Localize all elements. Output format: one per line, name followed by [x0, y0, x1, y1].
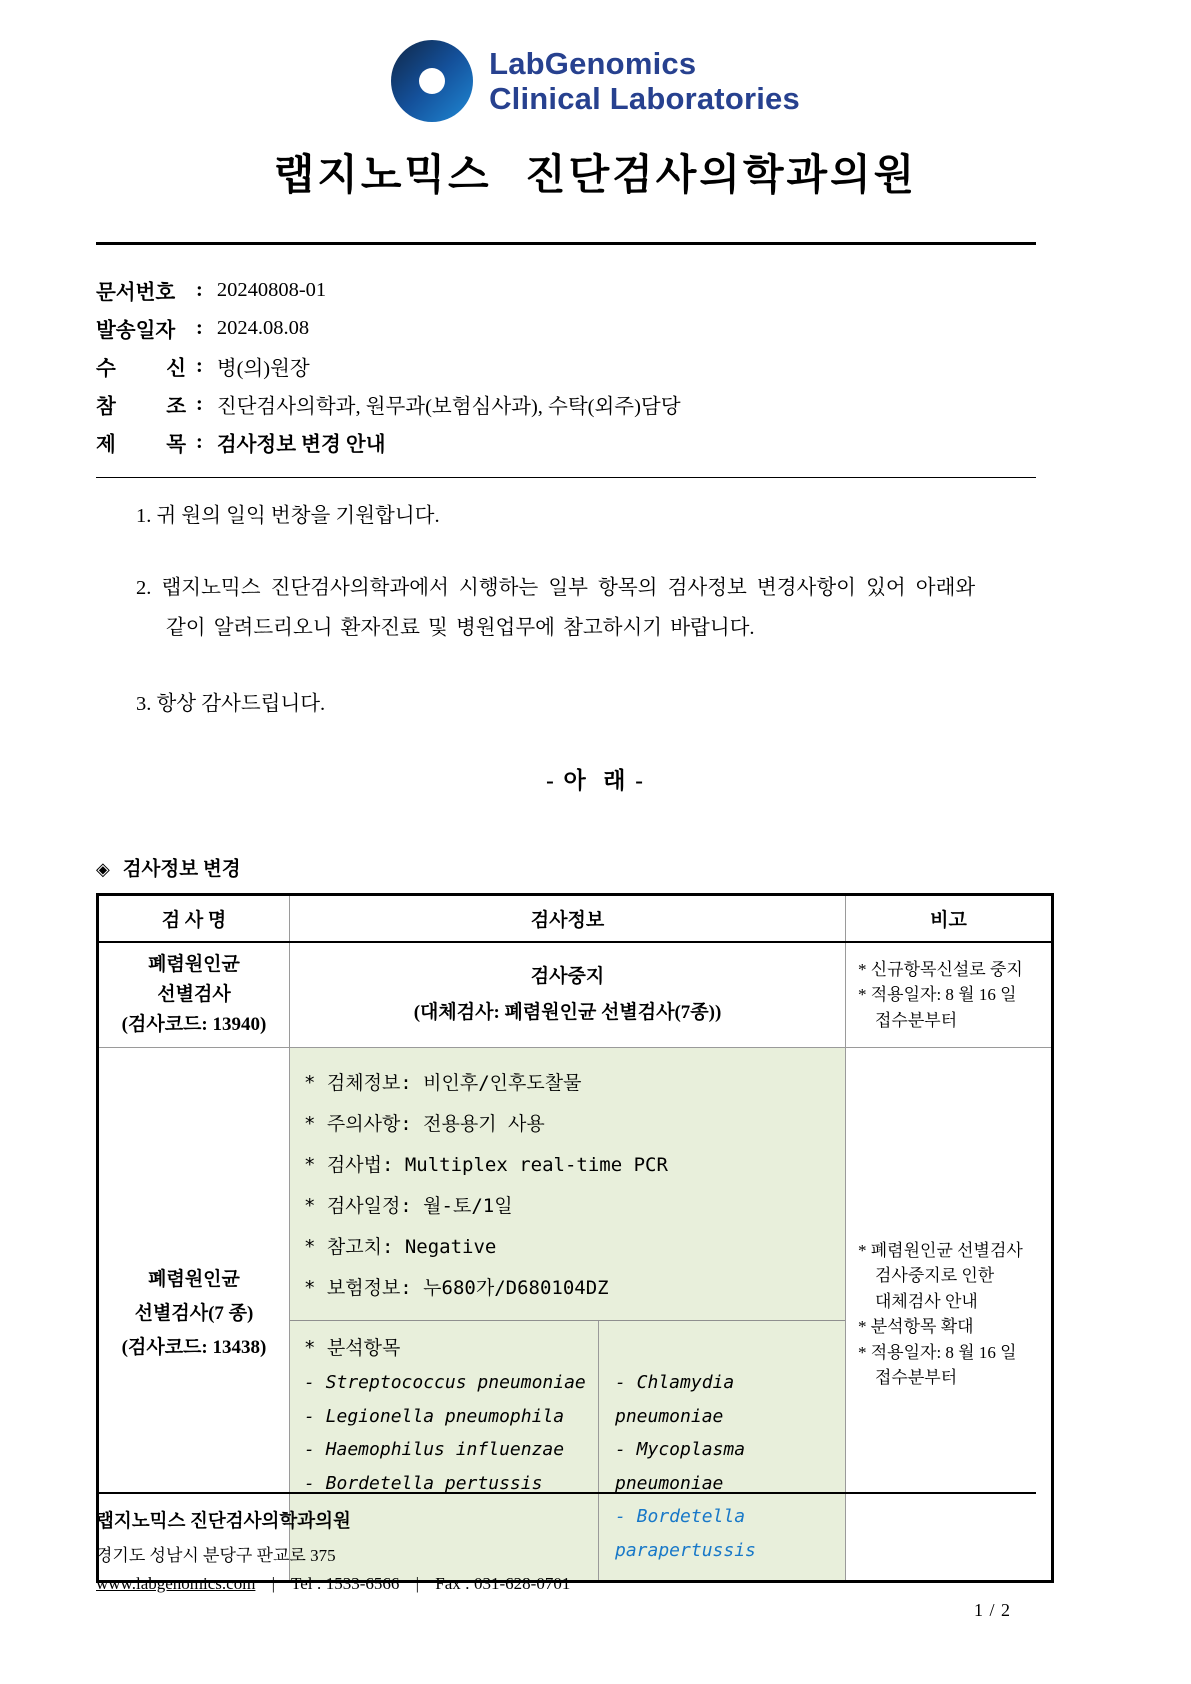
- body-paragraph-2-line1: 2. 랩지노믹스 진단검사의학과에서 시행하는 일부 항목의 검사정보 변경사항이 있어 아래와: [136, 577, 976, 599]
- body-paragraph-2: [136, 568, 1095, 648]
- row1-remark-line3: 접수분부터: [875, 1010, 958, 1030]
- colon: :: [196, 354, 203, 377]
- row1-name-line1: 폐렴원인균: [148, 954, 240, 975]
- colon: :: [196, 316, 203, 339]
- logo: [96, 0, 1095, 122]
- recipient-label: 수 신: [96, 358, 186, 380]
- species-item: - Bordetella pertussis: [304, 1472, 543, 1494]
- header-test-name: 검 사 명: [161, 910, 227, 931]
- species-item: - Haemophilus influenzae: [304, 1439, 565, 1460]
- row1-test-info-cell: [289, 943, 845, 1047]
- colon: :: [196, 430, 203, 453]
- row2-remark-line3: 대체검사 안내: [875, 1291, 978, 1311]
- reference-info: * 참고치: Negative: [304, 1236, 497, 1258]
- subject-row: [96, 423, 1095, 461]
- footer-tel: Tel : 1533-6566: [291, 1574, 400, 1593]
- website-link[interactable]: www.labgenomics.com: [96, 1574, 256, 1593]
- divider-top: [96, 242, 1036, 245]
- body-paragraph-1: 1. 귀 원의 일익 번창을 기원합니다.: [136, 505, 440, 527]
- species-item: - Legionella pneumophila: [304, 1405, 565, 1427]
- test-change-table: [96, 893, 1054, 1583]
- colon: :: [196, 392, 203, 415]
- colon: :: [196, 278, 203, 301]
- doc-number-value: 20240808-01: [216, 278, 327, 301]
- page-title: 랩지노믹스 진단검사의학과의원: [273, 153, 918, 199]
- row1-test-name-cell: [99, 943, 289, 1047]
- footer-fax: Fax : 031-628-0701: [435, 1574, 571, 1593]
- row2-name-line2: 선별검사(7 종): [134, 1303, 254, 1324]
- row1-name-line2: 선별검사: [157, 984, 231, 1005]
- cc-label: 참 조: [96, 396, 186, 418]
- row1-remarks-cell: [845, 943, 1051, 1047]
- species-item: - Chlamydia pneumoniae: [615, 1372, 735, 1427]
- letter-body: [96, 498, 1095, 795]
- logo-text-line1: LabGenomics: [489, 45, 697, 81]
- recipient-value: 병(의)원장: [216, 358, 310, 380]
- logo-text-line2: Clinical Laboratories: [489, 81, 800, 116]
- footer-address: 경기도 성남시 분당구 판교로 375: [96, 1546, 336, 1565]
- row2-remark-line6: 접수분부터: [875, 1368, 958, 1387]
- row2-remark-line4: * 분석항목 확대: [858, 1317, 974, 1336]
- row1-test-code: (검사코드: 13940): [121, 1014, 267, 1035]
- footer-contact-line: [96, 1574, 1036, 1594]
- send-date-label: 발송일자: [96, 320, 176, 342]
- row2-name-line1: 폐렴원인균: [148, 1269, 240, 1290]
- divider-info-bottom: [96, 477, 1036, 478]
- labgenomics-logo-icon: [391, 40, 473, 122]
- header-test-info: 검사정보: [289, 896, 845, 941]
- logo-hole: [419, 68, 445, 94]
- below-marker: - 아 래 -: [546, 768, 645, 793]
- recipient-row: [96, 347, 1095, 385]
- section-heading: [96, 853, 1095, 881]
- table-row: [99, 943, 1051, 1048]
- row1-info-line1: 검사중지: [530, 966, 605, 987]
- footer-company-name: 랩지노믹스 진단검사의학과의원: [96, 1512, 351, 1532]
- footer-divider: [96, 1492, 1036, 1494]
- page-number: 1 / 2: [973, 1600, 1011, 1620]
- analysis-items-title: * 분석항목: [304, 1337, 401, 1359]
- header-remarks: 비고: [845, 896, 1051, 941]
- send-date-value: 2024.08.08: [216, 316, 310, 339]
- row1-remark-line1: * 신규항목신설로 중지: [858, 959, 1023, 979]
- logo-text: [489, 46, 800, 116]
- diamond-bullet-icon: ◈: [96, 859, 110, 879]
- section-heading-text: 검사정보 변경: [122, 859, 241, 880]
- table-header-row: [99, 896, 1051, 943]
- row2-test-code: (검사코드: 13438): [121, 1337, 267, 1358]
- species-item: - Streptococcus pneumoniae: [304, 1372, 586, 1393]
- doc-number-row: [96, 271, 1095, 309]
- analysis-left-list: [304, 1366, 598, 1500]
- specimen-info: * 검체정보: 비인후/인후도찰물: [304, 1072, 582, 1094]
- insurance-info: * 보험정보: 누680가/D680104DZ: [304, 1277, 609, 1299]
- body-paragraph-2-line2: 같이 알려드리오니 환자진료 및 병원업무에 참고하시기 바랍니다.: [166, 617, 755, 639]
- separator: |: [271, 1574, 276, 1593]
- caution-info: * 주의사항: 전용용기 사용: [304, 1113, 545, 1135]
- send-date-row: [96, 309, 1095, 347]
- row1-info-line2: (대체검사: 폐렴원인균 선별검사(7종)): [413, 1002, 722, 1023]
- subject-value: 검사정보 변경 안내: [216, 434, 386, 456]
- cc-row: [96, 385, 1095, 423]
- cc-value: 진단검사의학과, 원무과(보험심사과), 수탁(외주)담당: [216, 396, 681, 418]
- row2-remark-line2: 검사중지로 인한: [875, 1266, 995, 1285]
- subject-label: 제 목: [96, 434, 186, 456]
- species-item: - Mycoplasma pneumoniae: [615, 1439, 746, 1494]
- row2-remark-line1: * 폐렴원인균 선별검사: [858, 1240, 1023, 1260]
- separator: |: [415, 1574, 420, 1593]
- species-item-highlighted: - Bordetella parapertussis: [615, 1506, 756, 1561]
- document-info: [96, 271, 1095, 461]
- test-info-list: [290, 1048, 845, 1320]
- schedule-info: * 검사일정: 월-토/1일: [304, 1195, 513, 1217]
- row1-remark-line2: * 적용일자: 8 월 16 일: [858, 985, 1017, 1005]
- row2-remark-line5: * 적용일자: 8 월 16 일: [858, 1342, 1017, 1362]
- footer: [96, 1492, 1036, 1594]
- body-paragraph-3: 3. 항상 감사드립니다.: [136, 693, 326, 715]
- method-info: * 검사법: Multiplex real-time PCR: [304, 1154, 668, 1176]
- doc-number-label: 문서번호: [96, 282, 176, 304]
